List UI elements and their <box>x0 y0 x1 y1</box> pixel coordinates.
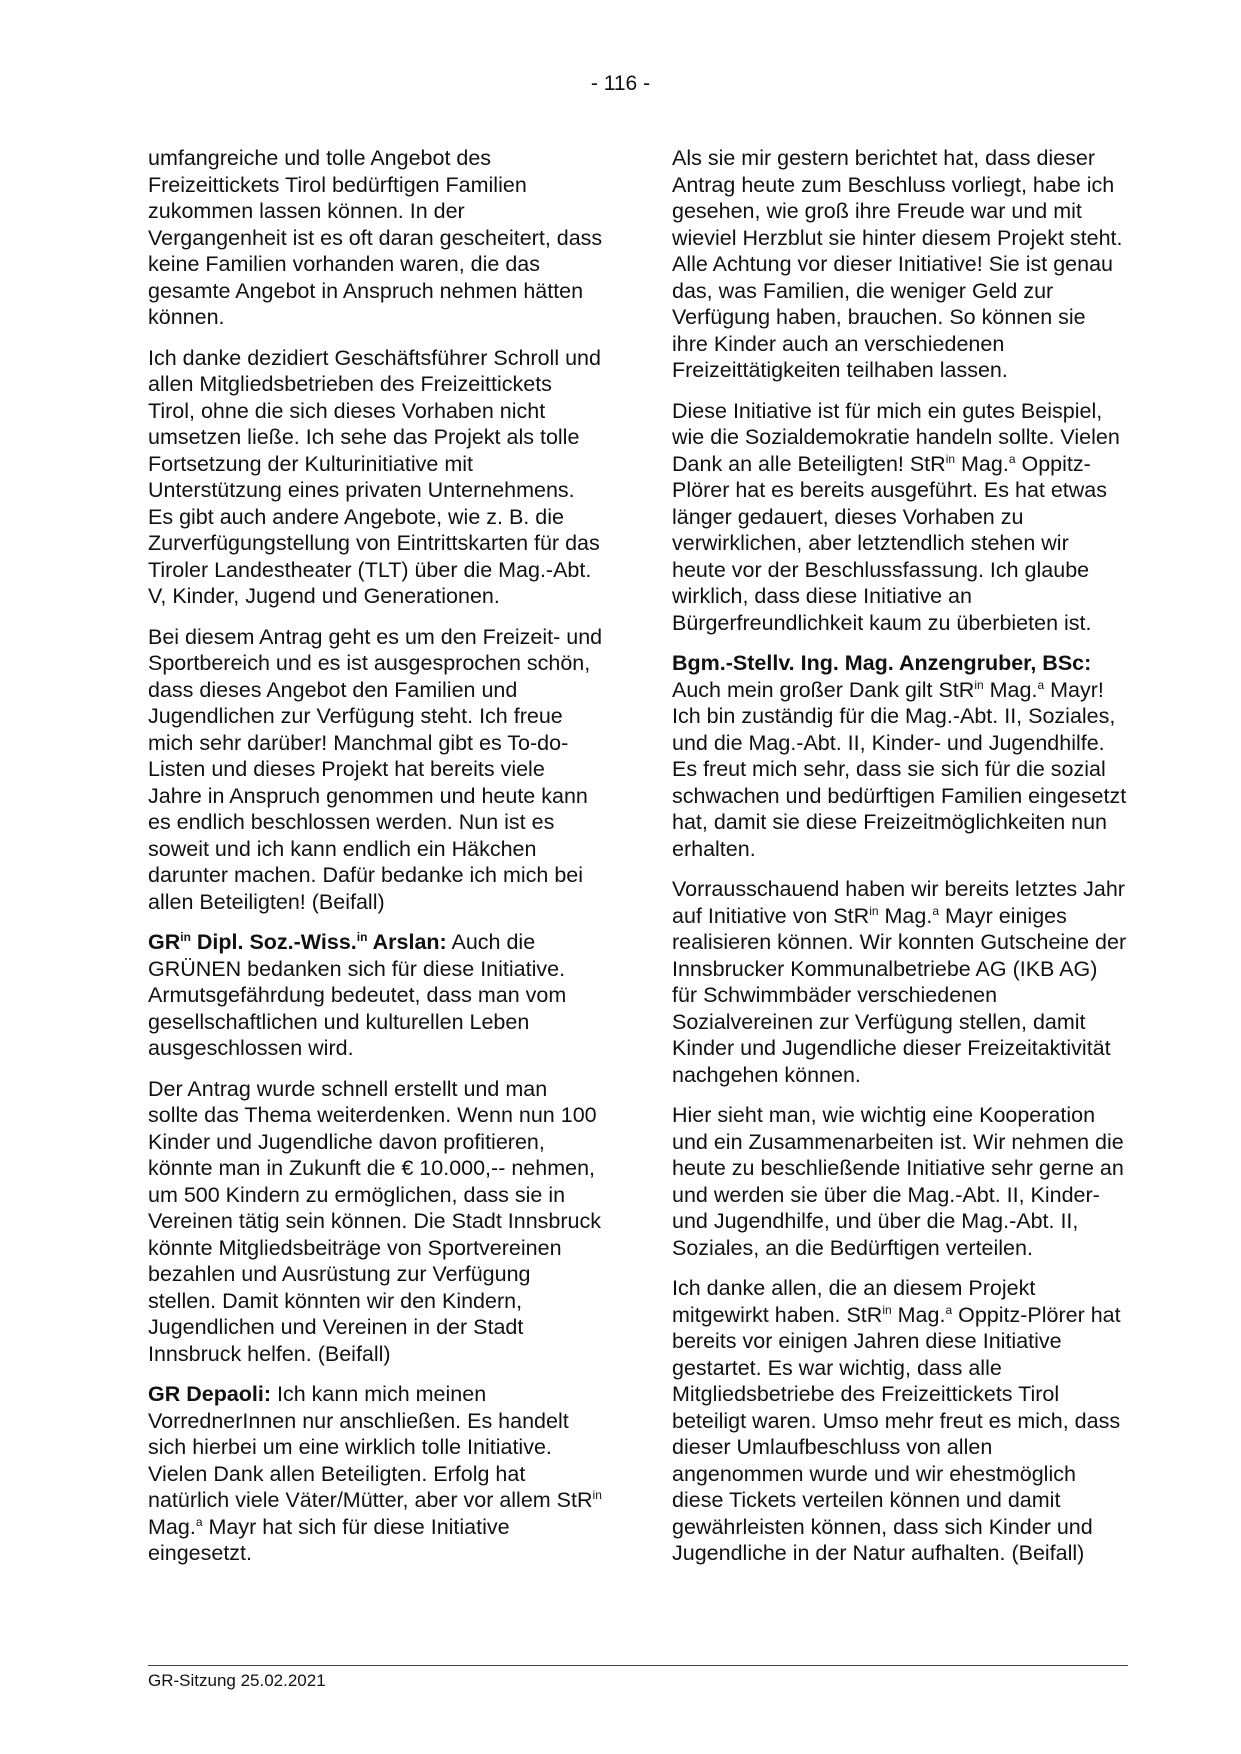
paragraph-gutscheine: Vorrausschauend haben wir bereits letztes Jahr auf Initiative von StR$^{in}$ Mag.$^a$ Mayr einiges realisieren können. Wir konnten Gutscheine der Innsbrucker Kommunalbetriebe AG (IKB AG) für Schwimmbäder verschiedenen Sozialvereinen zur Verfügung stellen, damit Kinder und Jugendliche dieser Freizeitaktivität nachgehen können. <box>672 877 1127 1087</box>
paragraph-depaoli-speech: GR Depaoli: Ich kann mich meinen VorrednerInnen nur anschließen. Es handelt sich hierbei um eine wirklich tolle Initiative. Vielen Dank allen Beteiligten. Erfolg hat natürlich viele Väter/Mütter, aber vor allem StR$^{in}$ Mag.$^a$ Mayr hat sich für diese Initiative eingesetzt. <box>148 1382 602 1565</box>
paragraph-arslan-speech: $GR^{in}$ Dipl. Soz.-Wiss.$^{in}$ Arslan: Auch die GRÜNEN bedanken sich für diese Initiative. Armutsgefährdung bedeutet, dass man vom gesellschaftlichen und kulturellen Leben ausgeschlossen wird. <box>148 930 567 1060</box>
paragraph-freizeitticket-offer: umfangreiche und tolle Angebot des Freizeittickets Tirol bedürftigen Familien zukommen lassen können. In der Vergangenheit ist es oft daran gescheitert, dass keine Familien vorhanden waren, die das gesamte Angebot in Anspruch nehmen hätten können. <box>148 146 603 329</box>
paragraph-sozialdemokratie: Diese Initiative ist für mich ein gutes Beispiel, wie die Sozialdemokratie handeln sollte. Vielen Dank an alle Beteiligten! StR$^{in}$ Mag.$^a$ Oppitz-Plörer hat es bereits ausgeführt. Es hat etwas länger gedauert, dieses Vorhaben zu verwirklichen, aber letztendlich stehen wir heute vor der Beschlussfassung. Ich glaube wirklich, dass diese Initiative an Bürgerfreundlichkeit kaum zu überbieten ist. <box>672 398 1120 635</box>
speaker-name-anzengruber: Bgm.-Stellv. Ing. Mag. Anzengruber, BSc: <box>672 651 1092 675</box>
footer-divider <box>148 1665 1128 1666</box>
left-column <box>148 145 603 1581</box>
speaker-name-arslan: $GR^{in}$ Dipl. Soz.-Wiss.$^{in}$ Arslan: <box>148 930 447 954</box>
right-column <box>672 145 1127 1581</box>
paragraph-danke-allen: Ich danke allen, die an diesem Projekt mitgewirkt haben. StR$^{in}$ Mag.$^a$ Oppitz-Plörer hat bereits vor einigen Jahren diese Initiative gestartet. Es war wichtig, dass alle Mitgliedsbetriebe des Freizeittickets Tirol beteiligt waren. Umso mehr freut es mich, dass dieser Umlaufbeschluss von allen angenommen wurde und wir ehestmöglich diese Tickets verteilen können und damit gewährleisten können, dass sich Kinder und Jugendliche in der Natur aufhalten. (Beifall) <box>672 1276 1121 1565</box>
paragraph-antrag-weiterdenken: Der Antrag wurde schnell erstellt und man sollte das Thema weiterdenken. Wenn nun 100 Kinder und Jugendliche davon profitieren, könnte man in Zukunft die € 10.000,-- nehmen, um 500 Kindern zu ermöglichen, dass sie in Vereinen tätig sein können. Die Stadt Innsbruck könnte Mitgliedsbeiträge von Sportvereinen bezahlen und Ausrüstung zur Verfügung stellen. Damit könnten wir den Kindern, Jugendlichen und Vereinen in der Stadt Innsbruck helfen. (Beifall) <box>148 1076 601 1366</box>
speaker-name-depaoli: GR Depaoli: <box>148 1382 272 1406</box>
paragraph-thanks-schroll: Ich danke dezidiert Geschäftsführer Schroll und allen Mitgliedsbetrieben des Freizeittickets Tirol, ohne die sich dieses Vorhaben nicht umsetzen ließe. Ich sehe das Projekt als tolle Fortsetzung der Kulturinitiative mit Unterstützung eines privaten Unternehmens. Es gibt auch andere Angebote, wie z. B. die Zurverfügungstellung von Eintrittskarten für das Tiroler Landestheater (TLT) über die Mag.-Abt. V, Kinder, Jugend und Generationen. <box>148 345 601 608</box>
paragraph-sport-area: Bei diesem Antrag geht es um den Freizeit- und Sportbereich und es ist ausgesprochen schön, dass dieses Angebot den Familien und Jugendlichen zur Verfügung steht. Ich freue mich sehr darüber! Manchmal gibt es To-do-Listen und dieses Projekt hat bereits viele Jahre in Anspruch genommen und heute kann es endlich beschlossen werden. Nun ist es soweit und ich kann endlich ein Häkchen darunter machen. Dafür bedanke ich mich bei allen Beteiligten! (Beifall) <box>148 624 603 914</box>
paragraph-kooperation: Hier sieht man, wie wichtig eine Kooperation und ein Zusammenarbeiten ist. Wir nehmen die heute zu beschließende Initiative sehr gerne an und werden sie über die Mag.-Abt. II, Kinder- und Jugendhilfe, und über die Mag.-Abt. II, Soziales, an die Bedürftigen verteilen. <box>672 1103 1124 1260</box>
page-number: - 116 - <box>590 72 651 95</box>
footer-session-label: GR-Sitzung 25.02.2021 <box>148 1671 326 1690</box>
paragraph-herzblut: Als sie mir gestern berichtet hat, dass dieser Antrag heute zum Beschluss vorliegt, habe ich gesehen, wie groß ihre Freude war und mit wieviel Herzblut sie hinter diesem Projekt steht. Alle Achtung vor dieser Initiative! Sie ist genau das, was Familien, die weniger Geld zur Verfügung haben, brauchen. So können sie ihre Kinder auch an verschiedenen Freizeittätigkeiten teilhaben lassen. <box>672 146 1123 382</box>
paragraph-anzengruber-speech: Bgm.-Stellv. Ing. Mag. Anzengruber, BSc: Auch mein großer Dank gilt StR$^{in}$ Mag.$^a$ Mayr! Ich bin zuständig für die Mag.-Abt. II, Soziales, und die Mag.-Abt. II, Kinder- und Jugendhilfe. Es freut mich sehr, dass sie sich für die sozial schwachen und bedürftigen Familien eingesetzt hat, damit sie diese Freizeitmöglichkeiten nun erhalten. <box>672 651 1127 861</box>
